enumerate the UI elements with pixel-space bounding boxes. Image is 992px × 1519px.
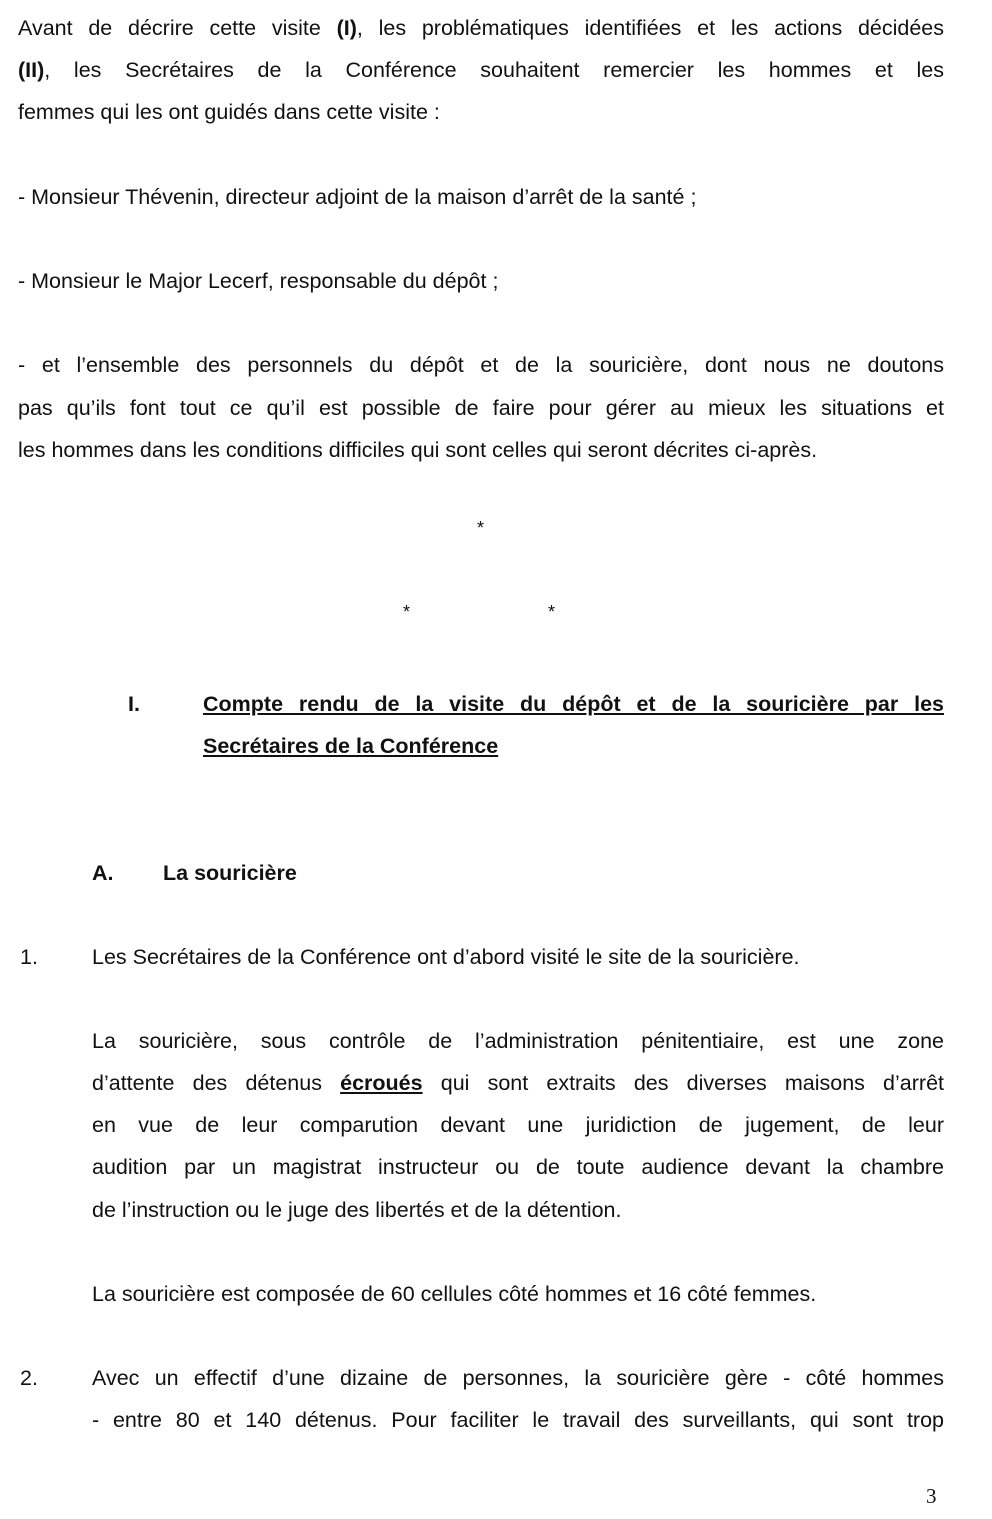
line: - entre 80 et 140 détenus. Pour faciliter le travail des surveillants, qui sont trop — [92, 1408, 944, 1432]
line: audition par un magistrat instructeur ou de toute audience devant la chambre — [92, 1155, 944, 1179]
text: , les problématiques identifiées et les actions décidées — [356, 16, 944, 40]
line: en vue de leur comparution devant une juridiction de jugement, de leur — [92, 1113, 944, 1137]
subsection-title: La souricière — [163, 861, 297, 885]
section-title-line: Secrétaires de la Conférence — [203, 734, 499, 758]
line: de l’instruction ou le juge des libertés et de la détention. — [92, 1198, 622, 1222]
intro-line — [18, 49, 944, 91]
section-number: I. — [128, 692, 140, 716]
page-number: 3 — [926, 1484, 937, 1508]
text: , les Secrétaires de la Conférence souhaitent remercier les hommes et les — [44, 58, 944, 82]
line — [92, 1062, 944, 1104]
section-title-line — [203, 683, 944, 725]
paragraph: La souricière est composée de 60 cellules côté hommes et 16 côté femmes. — [92, 1282, 817, 1306]
text: Compte rendu de la visite du dépôt et de la souricière par les — [203, 692, 944, 716]
line: pas qu’ils font tout ce qu’il est possible de faire pour gérer au mieux les situations et — [18, 396, 944, 420]
thanks-item: - Monsieur Thévenin, directeur adjoint de la maison d’arrêt de la santé ; — [18, 185, 697, 209]
text: Avant de décrire cette visite — [18, 16, 337, 40]
separator-star: * — [477, 518, 485, 538]
intro-line — [18, 7, 944, 49]
separator-star: * — [548, 602, 556, 622]
line: Avec un effectif d’une dizaine de personnes, la souricière gère - côté hommes — [92, 1366, 944, 1390]
line: - et l’ensemble des personnels du dépôt et de la souricière, dont nous ne doutons — [18, 353, 944, 377]
intro-line: femmes qui les ont guidés dans cette visite : — [18, 100, 440, 124]
bold-ref: (II) — [18, 58, 45, 82]
separator-star: * — [403, 602, 411, 622]
thanks-item: - Monsieur le Major Lecerf, responsable du dépôt ; — [18, 269, 499, 293]
item-number: 2. — [20, 1366, 38, 1390]
bold-ref: (I) — [336, 16, 357, 40]
paragraph: Les Secrétaires de la Conférence ont d’abord visité le site de la souricière. — [92, 945, 800, 969]
line: La souricière, sous contrôle de l’administration pénitentiaire, est une zone — [92, 1029, 944, 1053]
emphasis: écroués — [340, 1071, 423, 1095]
text: qui sont extraits des diverses maisons d’arrêt — [422, 1071, 944, 1095]
subsection-letter: A. — [92, 861, 114, 885]
text: d’attente des détenus — [92, 1071, 341, 1095]
item-number: 1. — [20, 945, 38, 969]
line: les hommes dans les conditions difficiles qui sont celles qui seront décrites ci-après. — [18, 438, 818, 462]
